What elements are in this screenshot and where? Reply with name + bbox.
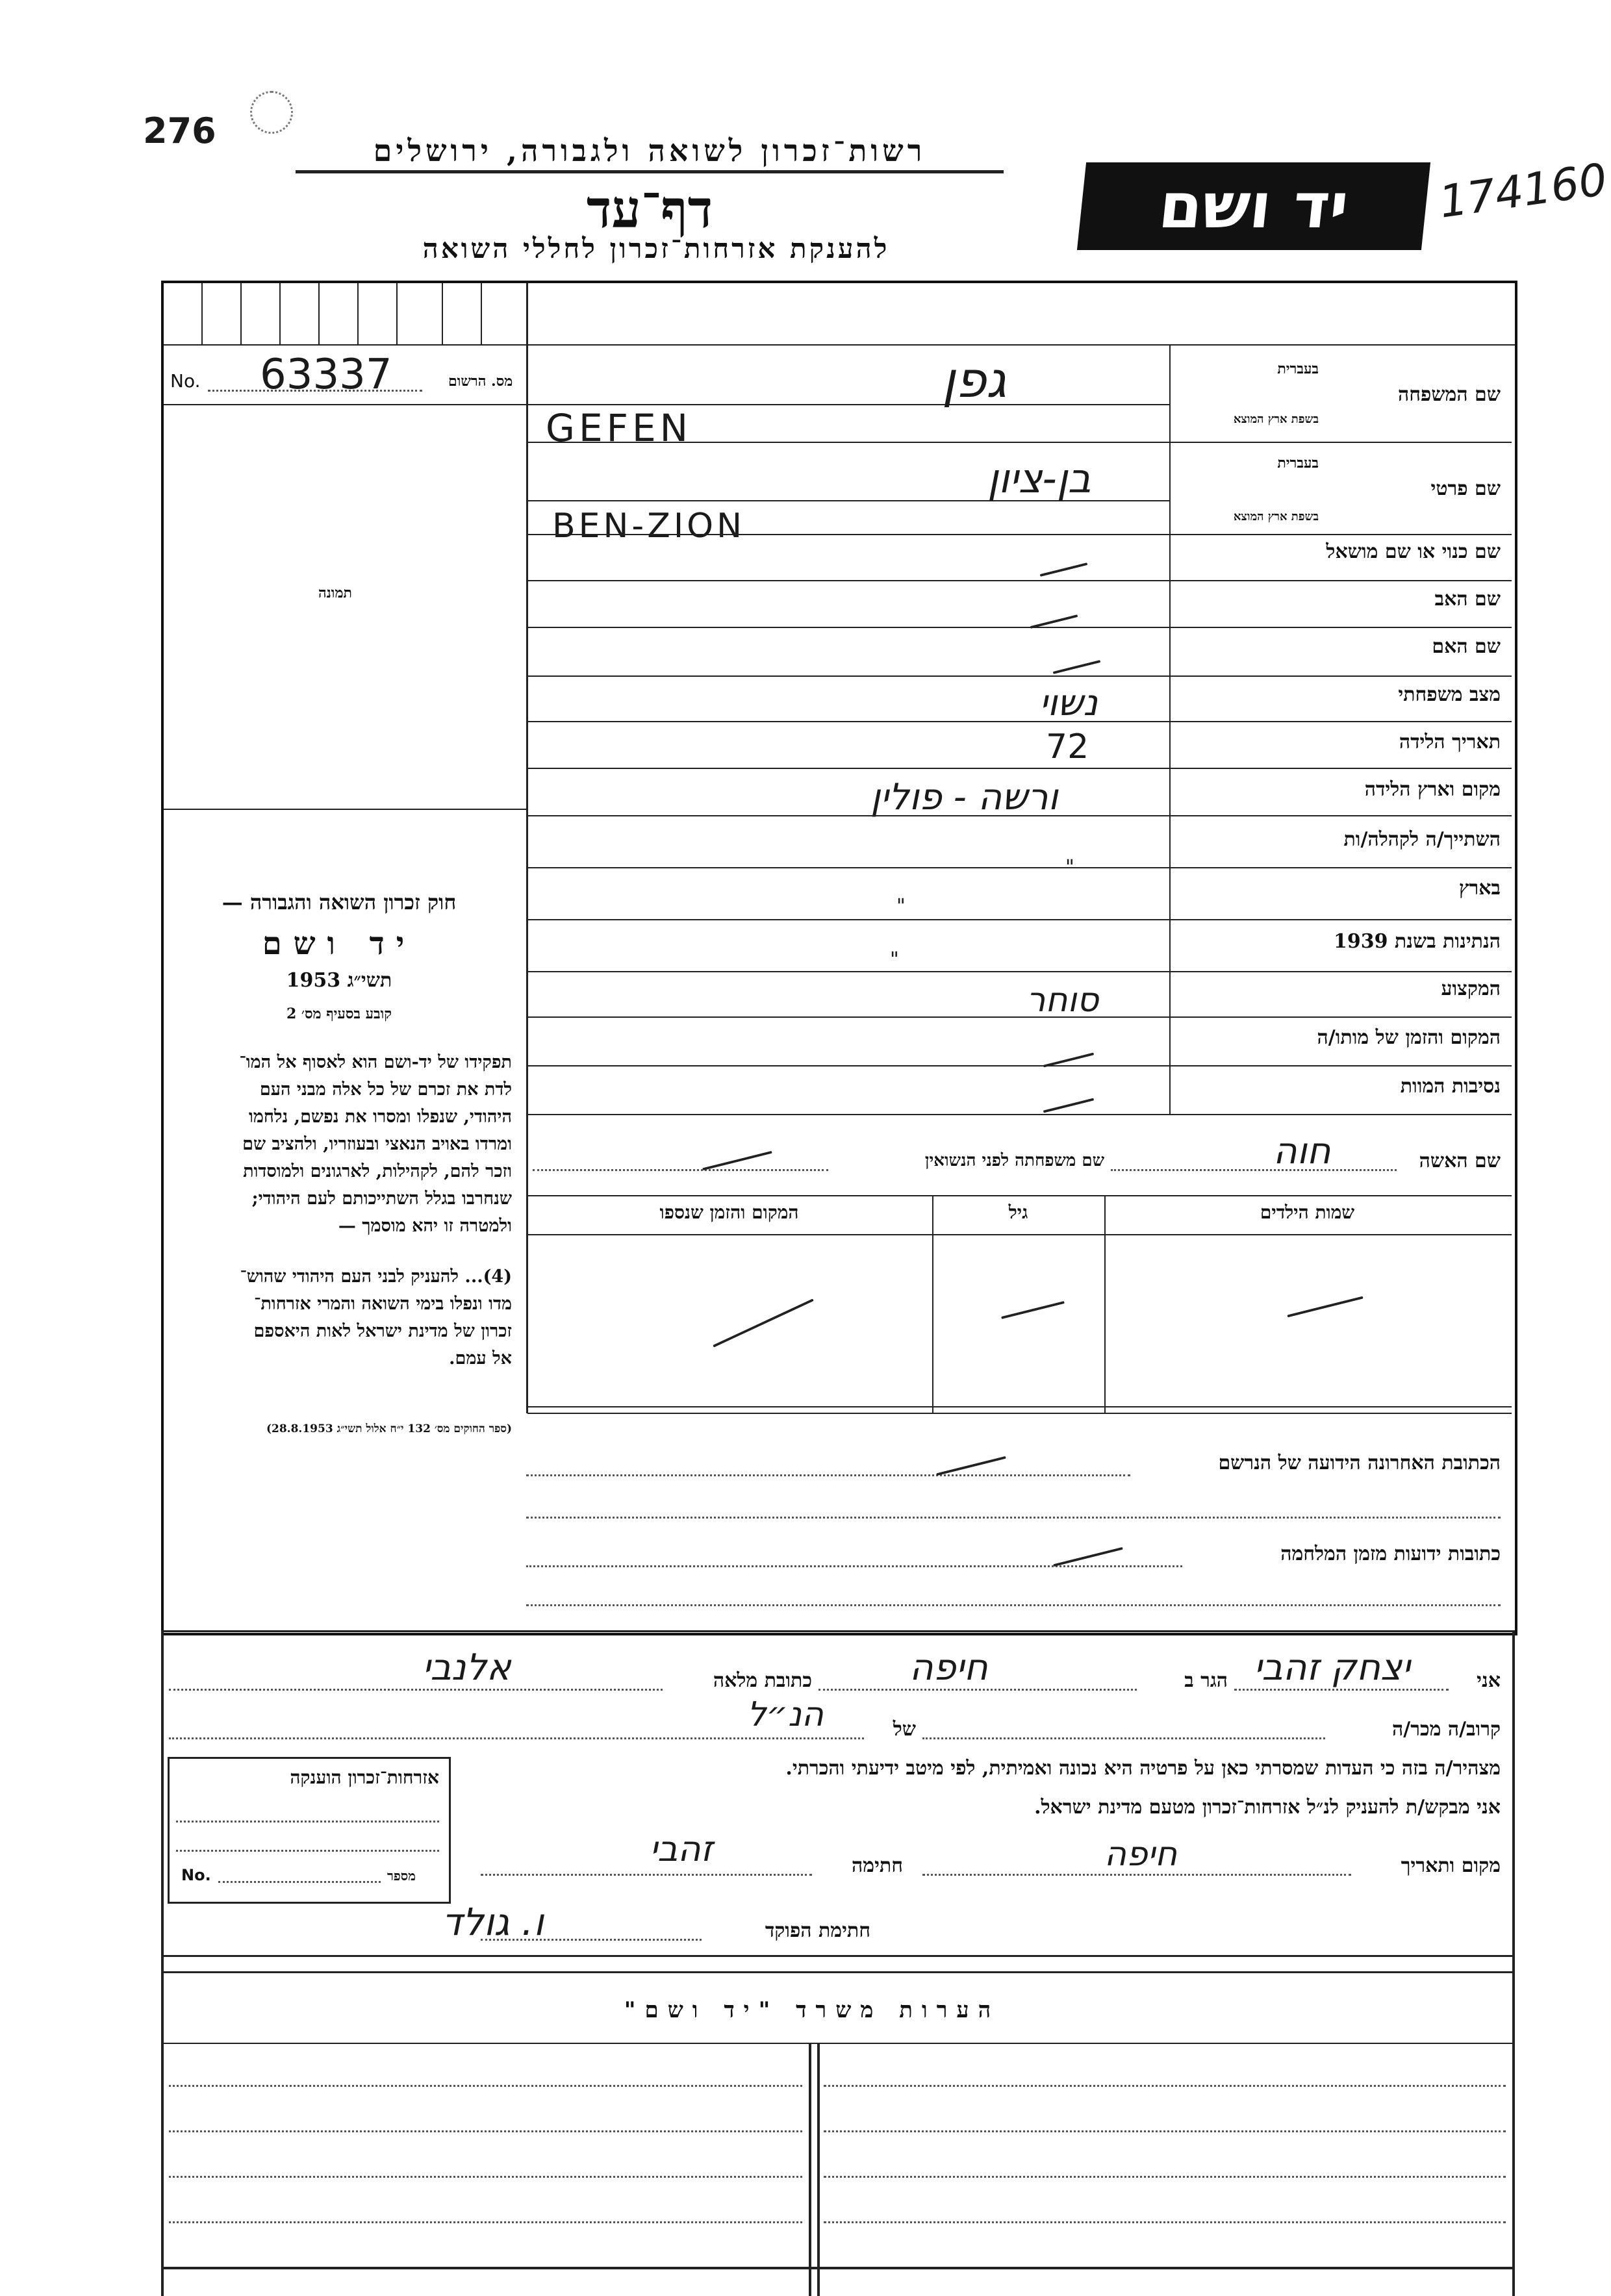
witness-dotline — [169, 1689, 663, 1691]
birth-place-label: מקום וארץ הלידה — [1364, 778, 1501, 801]
page-title: דף־עד — [586, 179, 713, 240]
profession-value: סוחר — [1026, 981, 1099, 1020]
witness-name-value: יצחק זהבי — [1254, 1646, 1410, 1689]
handwritten-file-number: 174160 — [1436, 154, 1610, 229]
witness-dotline — [169, 1737, 864, 1739]
registration-row-divider — [164, 404, 527, 405]
place-date-value: חיפה — [1104, 1835, 1178, 1874]
yad-vashem-logo — [1077, 162, 1430, 250]
row-divider — [527, 721, 1512, 722]
official-signature-label: חתימת הפוקד — [765, 1919, 870, 1942]
address-dotline — [526, 1474, 1130, 1476]
community-label: השתייך/ה לקהלה/ות — [1343, 828, 1501, 851]
country-label: בארץ — [1458, 877, 1501, 900]
stub-cell — [201, 283, 203, 344]
citizenship-no-label: No. — [181, 1866, 211, 1884]
first-name-hebrew-value: בן-ציון — [987, 455, 1091, 502]
witness-section-top — [164, 1630, 1512, 1632]
declaration-line-1: מצהיר/ה בזה כי העדות שמסרתי כאן על פרטיה היא נכונה ואמיתית, לפי מיטב ידיעתי והכרתי. — [785, 1757, 1501, 1780]
marital-status-label: מצב משפחתי — [1398, 683, 1501, 706]
first-name-label: שם פרטי — [1430, 477, 1501, 500]
profession-label: המקצוע — [1441, 978, 1501, 1000]
law-line: אל עמם. — [449, 1348, 512, 1369]
community-ditto-mark: " — [1065, 856, 1074, 879]
death-place-time-label: המקום והזמן של מותו/ה — [1317, 1026, 1501, 1049]
left-column-divider — [526, 283, 528, 1413]
first-name-hebrew-sublabel: בעברית — [1277, 455, 1319, 472]
citizenship-granted-title: אזרחות־זכרון הוענקה — [290, 1767, 439, 1788]
office-notes-center — [817, 2043, 820, 2296]
law-line: מדו ונפלו בימי השואה והמרי אזרחות־ — [253, 1294, 512, 1314]
first-name-origin-sublabel: בשפת ארץ המוצא — [1233, 510, 1319, 524]
surname-label: שם המשפחה — [1397, 383, 1501, 406]
maiden-dotline — [533, 1169, 828, 1171]
row-divider — [527, 1016, 1512, 1018]
citizenship-granted-box — [168, 1757, 451, 1904]
birth-place-value: ורשה - פולין — [870, 776, 1058, 818]
law-line: זכרון של מדינת ישראל לאות היאספם — [253, 1321, 512, 1341]
law-title: חוק זכרון השואה והגבורה — — [222, 890, 457, 915]
children-col-divider — [1104, 1195, 1106, 1413]
row-divider — [527, 534, 1512, 535]
official-signature-value: ו. גולד — [442, 1900, 544, 1944]
death-circumstances-label: נסיבות המוות — [1400, 1075, 1501, 1098]
row-divider — [527, 442, 1512, 443]
frame-left-extension — [161, 1630, 164, 2296]
children-age-header: גיל — [1008, 1202, 1028, 1223]
witness-dotline — [922, 1737, 1325, 1739]
notes-dotline — [169, 2221, 802, 2223]
citizenship-1939-label: הנתינות בשנת 1939 — [1333, 930, 1501, 953]
law-year: תשי״ג 1953 — [286, 969, 392, 992]
stub-cell — [442, 283, 443, 344]
country-ditto-mark: " — [896, 895, 906, 918]
nickname-label: שם כנוי או שם מושאל — [1326, 540, 1501, 563]
father-name-label: שם האב — [1434, 588, 1501, 611]
citizenship-dotline — [176, 1821, 439, 1823]
wife-name-label: שם האשה — [1419, 1150, 1501, 1172]
children-bottom-divider — [527, 1406, 1512, 1407]
full-address-label: כתובת מלאה — [713, 1669, 812, 1692]
law-paragraph-1 — [168, 1049, 512, 1240]
witness-dotline — [1234, 1689, 1449, 1691]
marital-status-value: נשוי — [1039, 682, 1098, 724]
row-divider — [527, 1195, 1512, 1196]
witness-dotline — [481, 1874, 812, 1876]
full-address-value: אלנבי — [422, 1646, 511, 1689]
top-row-divider — [164, 344, 1515, 346]
wife-name-value: חוה — [1273, 1130, 1331, 1172]
page-subtitle: להענקת אזרחות־זכרון לחללי השואה — [422, 233, 890, 264]
row-divider — [527, 1065, 1512, 1066]
signature-value: זהבי — [650, 1828, 713, 1869]
law-line: (4)... להעניק לבני העם היהודי שהוש־ — [240, 1267, 512, 1287]
stub-cell — [279, 283, 281, 344]
children-names-header: שמות הילדים — [1260, 1202, 1355, 1223]
witness-ani-label: אני — [1477, 1669, 1501, 1692]
surname-origin-sublabel: בשפת ארץ המוצא — [1233, 412, 1319, 426]
surname-mid-line — [527, 404, 1171, 405]
notes-dotline — [169, 2085, 802, 2087]
notes-dotline — [824, 2176, 1506, 2178]
mother-name-label: שם האם — [1432, 635, 1501, 658]
of-label: של — [893, 1718, 916, 1741]
address-dotline — [526, 1565, 1182, 1567]
last-known-address-label: הכתובת האחרונה הידועה של הנרשם — [1218, 1452, 1501, 1474]
wife-dotline — [1111, 1169, 1397, 1171]
resides-label: הגר ב — [1184, 1669, 1228, 1692]
stub-cell — [396, 283, 398, 344]
row-divider — [527, 971, 1512, 972]
address-dotline — [526, 1604, 1501, 1606]
children-bottom-divider — [527, 1413, 1512, 1414]
maiden-name-label: שם משפחתה לפני הנשואין — [924, 1151, 1104, 1170]
office-notes-top — [164, 1971, 1512, 1973]
institution-underline — [296, 170, 1004, 173]
law-reference: (ספר החוקים מס׳ 132 י״ח אלול תשי״ג 28.8.1953) — [266, 1422, 512, 1435]
notes-dotline — [824, 2085, 1506, 2087]
address-dotline — [526, 1517, 1501, 1519]
birth-date-value: 72 — [1046, 727, 1089, 766]
row-divider — [527, 580, 1512, 581]
resides-value: חיפה — [909, 1646, 988, 1689]
children-header-divider — [527, 1234, 1512, 1235]
row-divider — [527, 675, 1512, 677]
wartime-addresses-label: כתובות ידועות מזמן המלחמה — [1280, 1543, 1501, 1565]
surname-hebrew-sublabel: בעברית — [1277, 360, 1319, 377]
office-notes-top — [164, 1955, 1512, 1957]
law-paragraph-2 — [168, 1263, 512, 1372]
stub-cell — [481, 283, 482, 344]
law-line: לדת את זכרם של כל אלה מבני העם — [259, 1079, 512, 1100]
place-date-label: מקום ותאריך — [1401, 1854, 1501, 1877]
page-number: 276 — [143, 110, 216, 151]
signature-label: חתימה — [852, 1854, 903, 1877]
photo-label: תמונה — [318, 585, 352, 601]
row-divider — [527, 867, 1512, 868]
law-line: היהודי, שנפלו ומסרו את נפשם, נלחמו — [248, 1107, 512, 1127]
declaration-line-2: אני מבקש/ת להעניק לנ״ל אזרחות־זכרון מטעם מדינת ישראל. — [1034, 1796, 1501, 1819]
relation-value: הנ״ל — [747, 1695, 824, 1734]
notes-dotline — [824, 2221, 1506, 2223]
birth-date-label: תאריך הלידה — [1399, 731, 1501, 753]
row-divider — [527, 627, 1512, 628]
citizenship-number-label: מספר — [387, 1868, 416, 1884]
witness-dotline — [922, 1874, 1351, 1876]
surname-latin-value: GEFEN — [546, 406, 692, 450]
form-bottom — [161, 2267, 1515, 2269]
children-place-header: המקום והזמן שנספו — [659, 1202, 799, 1223]
row-divider — [527, 815, 1512, 816]
citizenship-dotline — [176, 1850, 439, 1852]
row-divider — [527, 919, 1512, 920]
stub-cell — [357, 283, 359, 344]
stamp-mark — [250, 91, 293, 134]
law-institution: יד ושם — [262, 926, 416, 962]
citizenship-ditto-mark: " — [890, 948, 899, 971]
law-line: וזכר להם, לקהילות, לארגונים ולמוסדות — [243, 1161, 512, 1181]
law-clause: קובע בסעיף מס׳ 2 — [286, 1005, 392, 1022]
notes-dotline — [824, 2130, 1506, 2132]
witness-dotline — [818, 1689, 1137, 1691]
photo-divider — [164, 809, 527, 810]
surname-hebrew-value: גפן — [942, 351, 1007, 409]
children-col-divider — [932, 1195, 933, 1413]
logo-text: יד ושם — [1155, 170, 1352, 242]
office-notes-center — [809, 2043, 811, 2296]
notes-dotline — [169, 2176, 802, 2178]
first-name-latin-value: BEN-ZION — [552, 507, 745, 546]
office-notes-divider — [164, 2043, 1512, 2044]
law-line: ומרדו באויב הנאצי ובעוזריו, ולהציב שם — [242, 1134, 512, 1154]
law-line: תפקידו של יד-ושם הוא לאסוף אל המו־ — [239, 1052, 512, 1072]
institution-name: רשות־זכרון לשואה ולגבורה, ירושלים — [373, 133, 926, 168]
citizenship-number-dotline — [218, 1881, 381, 1883]
stub-cell — [240, 283, 242, 344]
frame-right-extension — [1512, 1630, 1515, 2296]
relation-label: קרוב/ה מכר/ה — [1392, 1718, 1501, 1741]
row-divider — [527, 1114, 1512, 1115]
row-divider — [527, 768, 1512, 769]
registration-no-label: No. — [170, 370, 201, 392]
stub-cell — [318, 283, 320, 344]
law-line: ולמטרה זו יהא מוסמך — — [338, 1216, 512, 1236]
law-line: שנחרבו בגלל השתייכותם לעם היהודי; — [251, 1189, 512, 1209]
registration-number: 63337 — [260, 351, 392, 399]
label-column-divider — [1169, 344, 1171, 1114]
registration-label: מס. הרשום — [448, 373, 513, 390]
office-notes-title: הערות משרד "יד ושם" — [624, 1997, 1000, 2023]
notes-dotline — [169, 2130, 802, 2132]
